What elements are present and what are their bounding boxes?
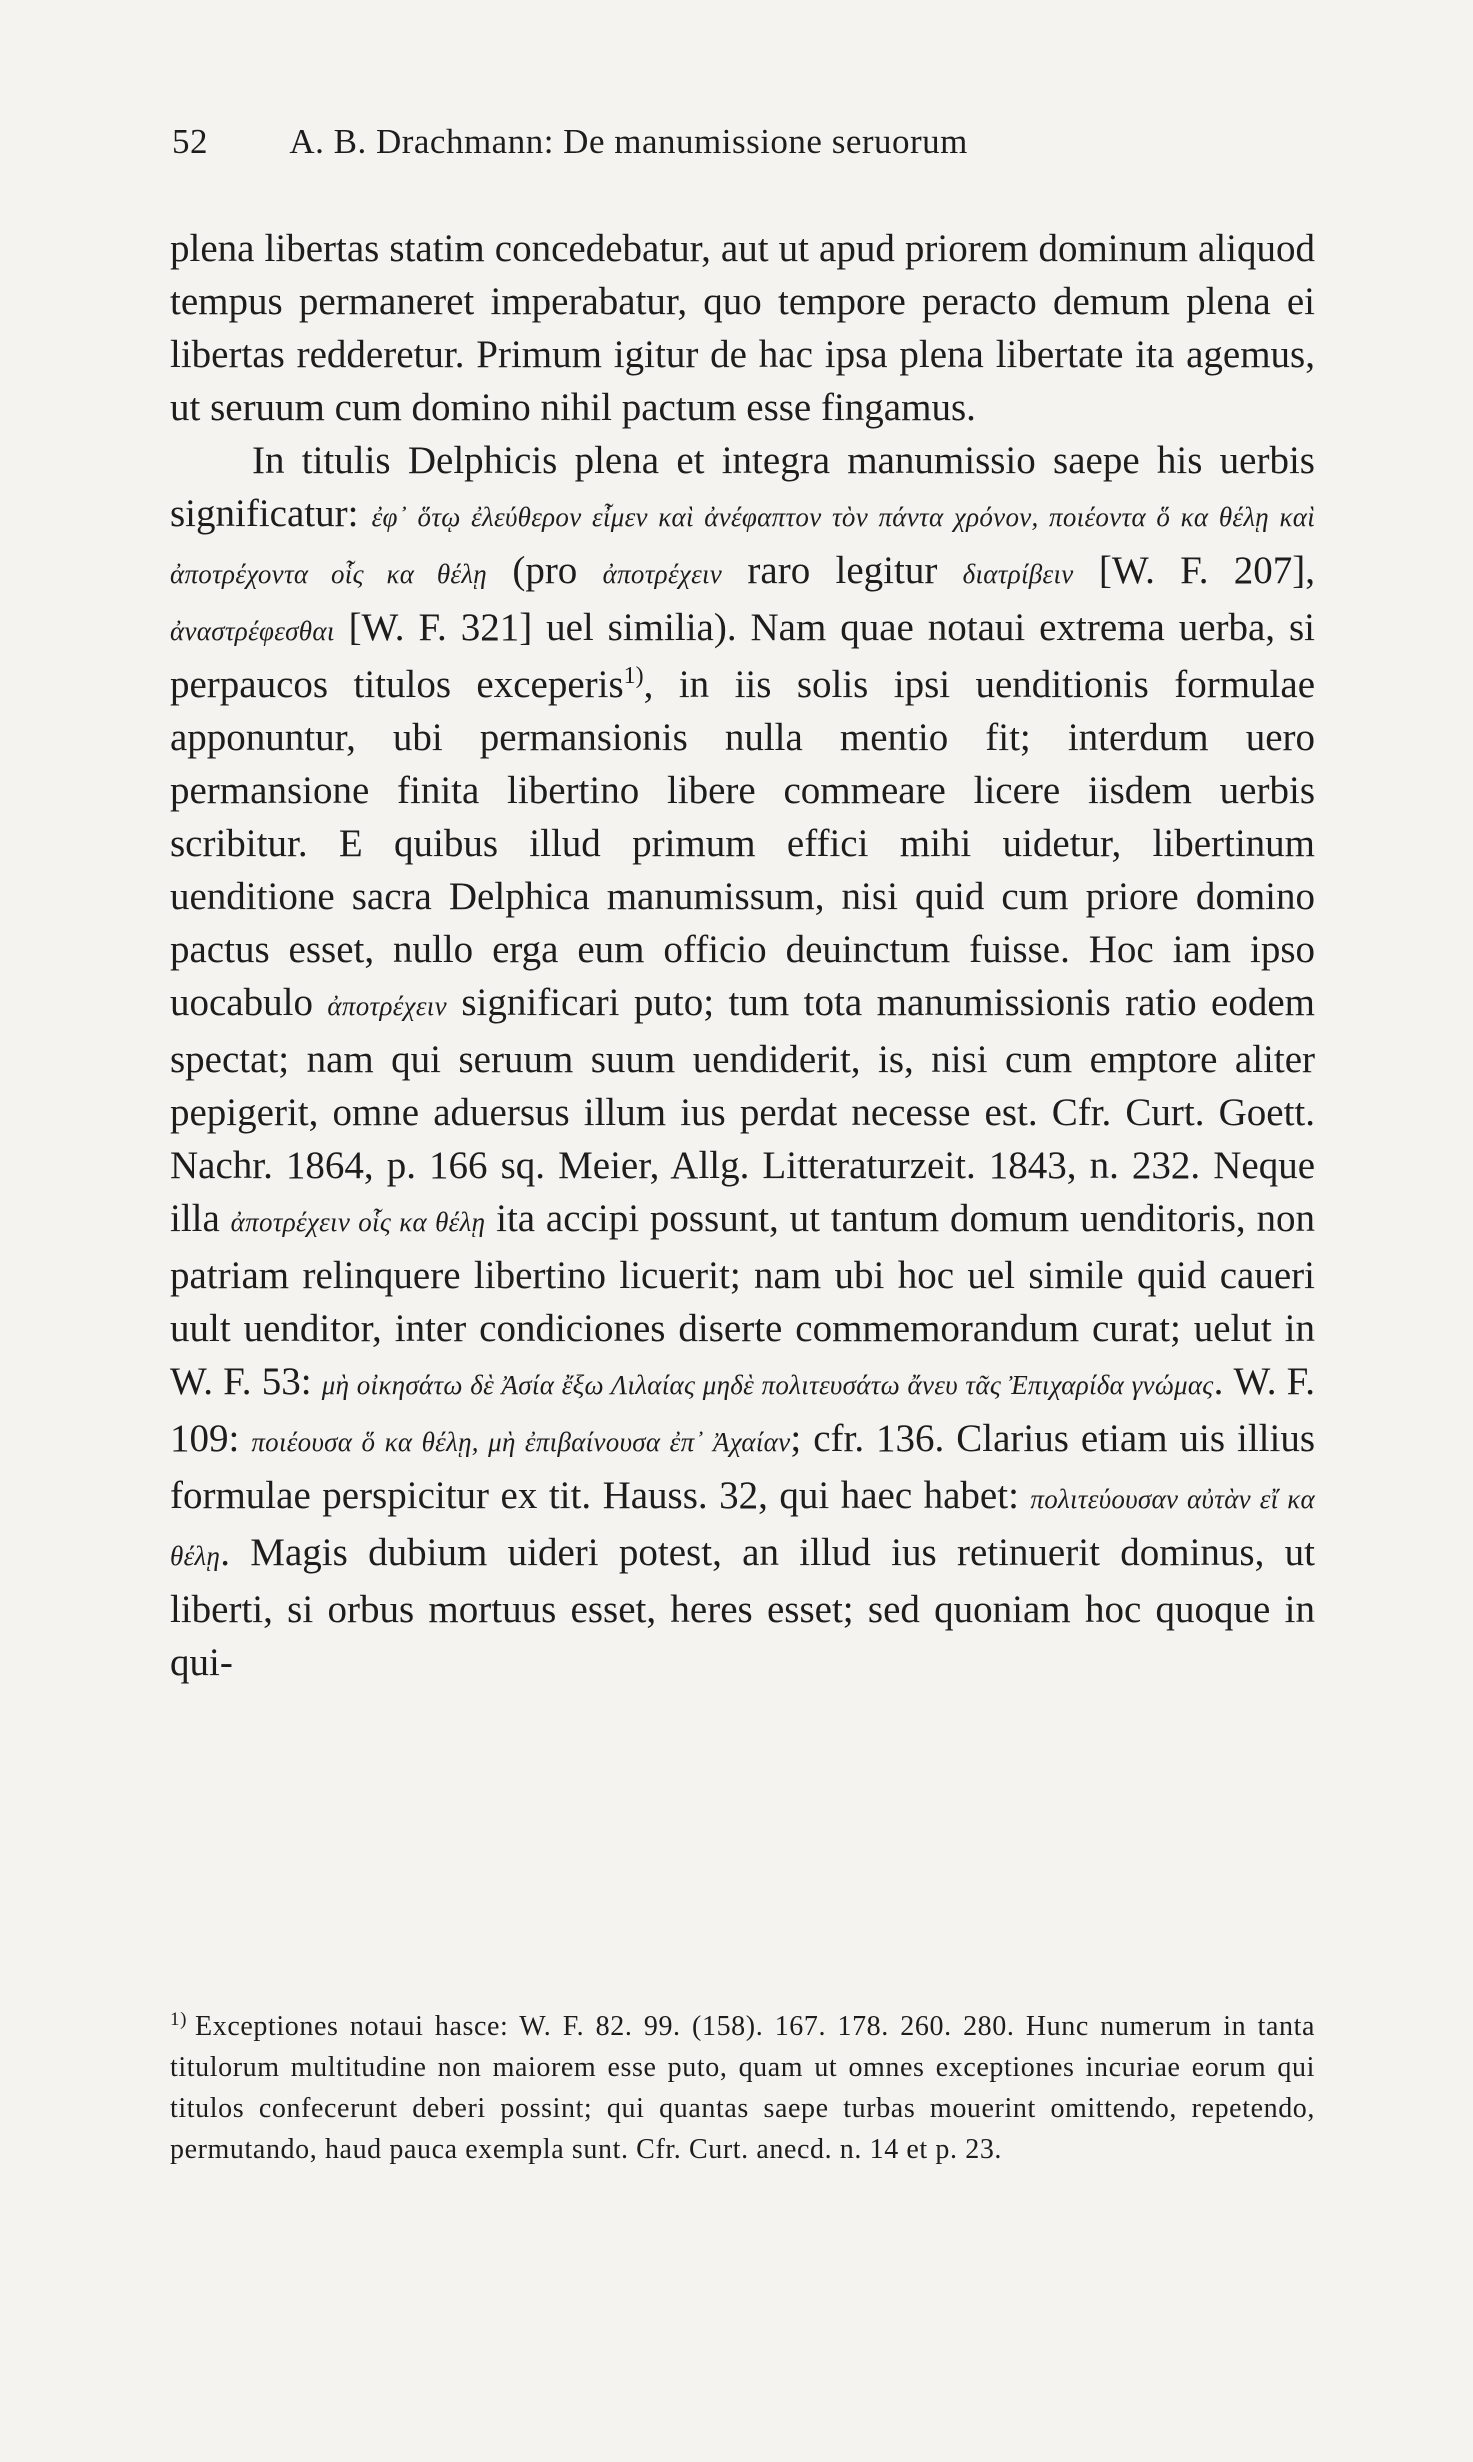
greek-quotation: ποιέουσα ὅ κα θέλῃ, μὴ ἐπιβαίνουσα ἐπ᾽ Ἀχαίαν	[251, 1427, 791, 1457]
footnote-reference: 1)	[623, 663, 644, 689]
greek-quotation: μὴ οἰκησάτω δὲ Ἀσία ἔξω Λιλαίας μηδὲ πολιτευσάτω ἄνευ τᾶς Ἐπιχαρίδα γνώμας	[321, 1370, 1214, 1400]
footnote-paragraph	[170, 2006, 1315, 2170]
greek-quotation: πολιτεύουσαν αὐτὰν εἴ κα θέλῃ	[170, 1484, 1315, 1571]
latin-text: ita accipi possunt, ut tantum domum uenditoris, non patriam relinquere libertino licuerit; nam ubi hoc uel simile quid caueri uult uenditor, inter condiciones diserte commemorandum curat; uelut in W. F. 53:	[170, 1197, 1315, 1403]
greek-quotation: ἀποτρέχειν οἷς κα θέλῃ	[230, 1207, 486, 1237]
body-paragraph	[170, 434, 1315, 1689]
body-paragraph	[170, 222, 1315, 434]
latin-text: significari puto; tum tota manumissionis ratio eodem spectat; nam qui seruum suum uendiderit, is, nisi cum emptore aliter pepigerit, omne aduersus illum ius perdat necesse est. Cfr. Curt. Goett. Nachr. 1864, p. 166 sq. Meier, Allg. Litteraturzeit. 1843, n. 232. Neque illa	[170, 981, 1315, 1240]
latin-text: ; cfr. 136. Clarius etiam uis illius formulae perspicitur ex tit. Hauss. 32, qui haec habet:	[170, 1417, 1315, 1517]
latin-text: (pro	[487, 549, 603, 592]
greek-quotation: ἀποτρέχειν	[327, 991, 447, 1021]
greek-quotation: ἀποτρέχειν	[602, 559, 723, 589]
latin-text: raro legitur	[722, 549, 963, 592]
greek-quotation: ἐφ᾽ ὅτῳ ἐλεύθερον εἶμεν καὶ ἀνέφαπτον τὸν πάντα χρόνον, ποιέοντα ὅ κα θέλῃ καὶ ἀποτρέχοντα οἷς κα θέλῃ	[170, 502, 1315, 589]
latin-text: [W. F. 321] uel similia). Nam quae notaui extrema uerba, si perpaucos titulos exceperis	[170, 606, 1315, 706]
main-text	[170, 222, 1315, 1689]
footnote	[170, 2006, 1315, 2170]
footnote-marker: 1)	[170, 2008, 188, 2030]
running-title: A. B. Drachmann: De manumissione seruorum	[289, 122, 968, 161]
page-number: 52	[172, 122, 208, 161]
latin-text: plena libertas statim concedebatur, aut ut apud priorem dominum aliquod tempus permaneret imperabatur, quo tempore peracto demum plena ei libertas redderetur. Primum igitur de hac ipsa plena libertate ita agemus, ut seruum cum domino nihil pactum esse fingamus.	[170, 227, 1315, 429]
greek-quotation: διατρίβειν	[962, 559, 1074, 589]
latin-text: . Magis dubium uideri potest, an illud ius retinuerit dominus, ut liberti, si orbus mortuus esset, heres esset; sed quoniam hoc quoque in qui-	[170, 1531, 1315, 1684]
greek-quotation: ἀναστρέφεσθαι	[170, 616, 335, 646]
footnote-text: Exceptiones notaui hasce: W. F. 82. 99. (158). 167. 178. 260. 280. Hunc numerum in tanta titulorum multitudine non maiorem esse puto, quam ut omnes exceptiones incuriae eorum qui titulos confecerunt deberi possint; qui quantas saepe turbas mouerint omittendo, repetendo, permutando, haud pauca exempla sunt. Cfr. Curt. anecd. n. 14 et p. 23.	[170, 2011, 1315, 2165]
latin-text: , in iis solis ipsi uenditionis formulae apponuntur, ubi permansionis nulla mentio fit; interdum uero permansione finita libertino libere commeare licere iisdem uerbis scribitur. E quibus illud primum effici mihi uidetur, libertinum uenditione sacra Delphica manumissum, nisi quid cum priore domino pactus esset, nullo erga eum officio deuinctum fuisse. Hoc iam ipso uocabulo	[170, 663, 1315, 1024]
latin-text: . W. F. 109:	[170, 1360, 1315, 1460]
latin-text: In titulis Delphicis plena et integra manumissio saepe his uerbis significatur:	[170, 439, 1315, 535]
running-header	[172, 122, 1312, 162]
latin-text: [W. F. 207],	[1073, 549, 1316, 592]
